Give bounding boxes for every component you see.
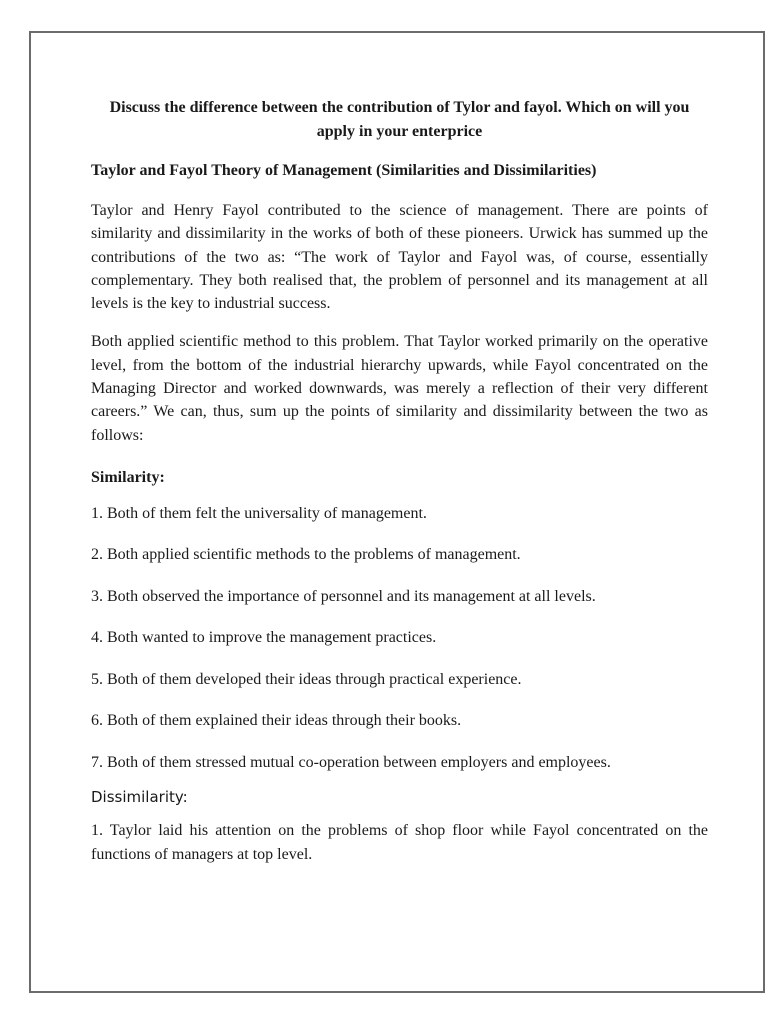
paragraph-method: Both applied scientific method to this problem. That Taylor worked primarily on the operative level, from the bottom of the industrial hierarchy upwards, while Fayol concentrated on the Managing Director and worked downwards, was merely a reflection of their very different careers.” We can, thus, sum up the points of similarity and dissimilarity between the two as follows: [91, 333, 708, 444]
list-item: 6. Both of them explained their ideas through their books. [91, 712, 462, 730]
document-title: Discuss the difference between the contribution of Tylor and fayol. Which on will you apply in your enterprice [109, 99, 690, 140]
document-subtitle: Taylor and Fayol Theory of Management (Similarities and Dissimilarities) [91, 162, 597, 179]
list-item: 2. Both applied scientific methods to the problems of management. [91, 546, 521, 564]
similarity-heading: Similarity: [91, 468, 165, 486]
list-item: 7. Both of them stressed mutual co-operation between employers and employees. [91, 753, 611, 771]
document-content [91, 96, 708, 867]
paragraph-intro: Taylor and Henry Fayol contributed to the science of management. There are points of similarity and dissimilarity in the works of both of these pioneers. Urwick has summed up the contributions of the two as: “The work of Taylor and Fayol was, of course, essentially complementary. They both realised that, the problem of personnel and its management at all levels is the key to industrial success. [91, 202, 708, 313]
list-item: 4. Both wanted to improve the management practices. [91, 629, 437, 647]
list-item: 5. Both of them developed their ideas through practical experience. [91, 670, 522, 688]
dissimilarity-item: 1. Taylor laid his attention on the problems of shop floor while Fayol concentrated on the functions of managers at top level. [91, 822, 708, 864]
document-page [29, 31, 765, 993]
similarity-list [91, 502, 708, 775]
list-item: 3. Both observed the importance of personnel and its management at all levels. [91, 587, 596, 605]
dissimilarity-heading: Dissimilarity: [91, 788, 188, 807]
list-item: 1. Both of them felt the universality of management. [91, 504, 427, 522]
